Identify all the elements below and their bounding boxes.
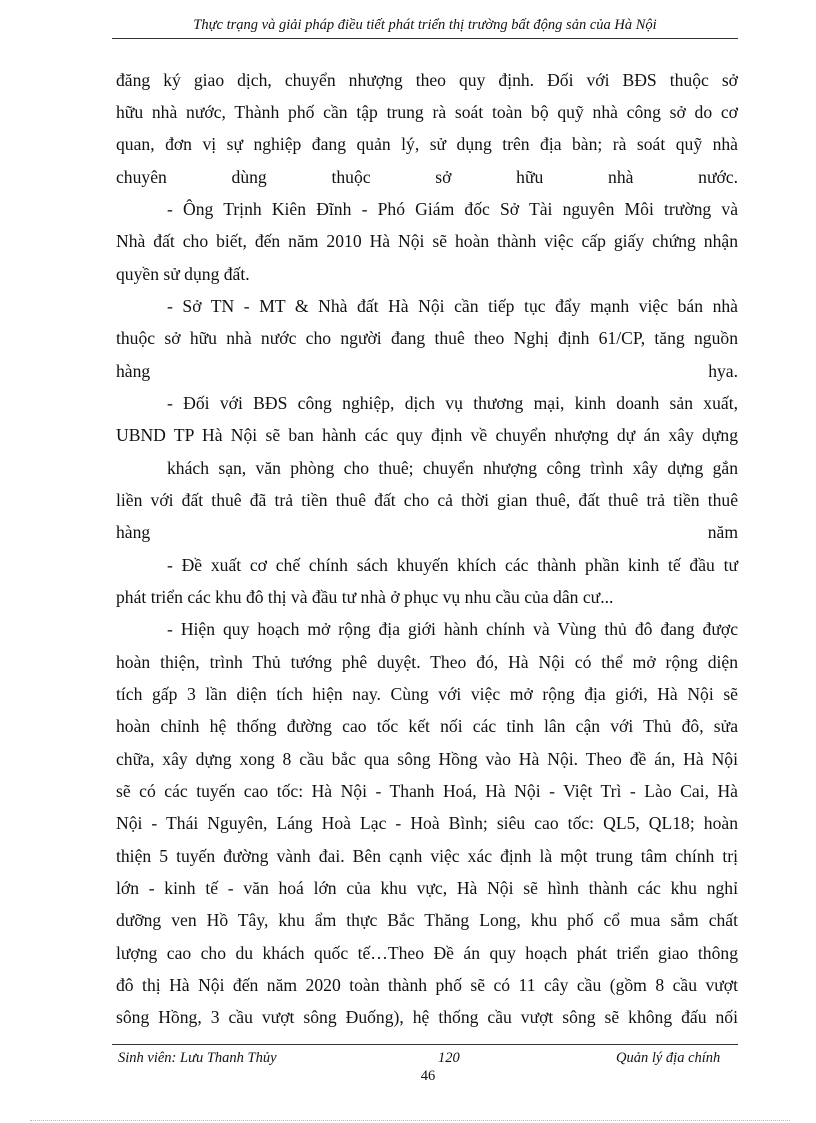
text-line: dưỡng ven Hồ Tây, khu ẩm thực Bắc Thăng Long, khu phố cổ mua sắm chất xyxy=(116,910,738,930)
text-line: chuyên dùng thuộc sở hữu nhà nước. xyxy=(116,167,738,187)
text-line: sông Hồng, 3 cầu vượt sông Đuống), hệ thống cầu vượt sông sẽ không đấu nối xyxy=(116,1007,738,1027)
text-line: Nhà đất cho biết, đến năm 2010 Hà Nội sẽ hoàn thành việc cấp giấy chứng nhận xyxy=(116,231,738,251)
text-line: hàng năm xyxy=(116,522,738,542)
footer-department: Quản lý địa chính xyxy=(616,1050,721,1066)
text-line: - Sở TN - MT & Nhà đất Hà Nội cần tiếp tục đẩy mạnh việc bán nhà xyxy=(167,296,738,316)
header-divider xyxy=(112,38,738,39)
page-number: 46 xyxy=(420,1068,436,1084)
text-line: quan, đơn vị sự nghiệp đang quản lý, sử dụng trên địa bàn; rà soát quỹ nhà xyxy=(116,134,738,154)
text-line: lượng cao cho du khách quốc tế…Theo Đề án quy hoạch phát triển giao thông xyxy=(116,943,738,963)
text-line: đô thị Hà Nội đến năm 2020 toàn thành phố sẽ có 11 cây cầu (gồm 8 cầu vượt xyxy=(116,975,738,995)
footer-number: 120 xyxy=(438,1050,460,1066)
text-line: khách sạn, văn phòng cho thuê; chuyển nhượng công trình xây dựng gắn xyxy=(167,458,738,478)
text-line: phát triển các khu đô thị và đầu tư nhà ở phục vụ nhu cầu của dân cư... xyxy=(116,587,614,607)
page-header-title: Thực trạng và giải pháp điều tiết phát triển thị trường bất động sản của Hà Nội xyxy=(193,17,657,33)
text-line: - Đề xuất cơ chế chính sách khuyến khích các thành phần kinh tế đầu tư xyxy=(167,555,738,575)
text-line: quyền sử dụng đất. xyxy=(116,264,250,284)
text-line: liền với đất thuê đã trả tiền thuê đất cho cả thời gian thuê, đất thuê trả tiền thuê xyxy=(116,490,738,510)
text-line: tích gấp 3 lần diện tích hiện nay. Cùng với việc mở rộng địa giới, Hà Nội sẽ xyxy=(116,684,738,704)
text-line: thiện 5 tuyến đường vành đai. Bên cạnh việc xác định là một trung tâm chính trị xyxy=(116,846,738,866)
text-line: - Đối với BĐS công nghiệp, dịch vụ thương mại, kinh doanh sản xuất, xyxy=(167,393,738,413)
text-line: - Hiện quy hoạch mở rộng địa giới hành chính và Vùng thủ đô đang được xyxy=(167,619,738,639)
text-line: chữa, xây dựng xong 8 cầu bắc qua sông Hồng vào Hà Nội. Theo đề án, Hà Nội xyxy=(116,749,738,769)
text-line: sẽ có các tuyến cao tốc: Hà Nội - Thanh Hoá, Hà Nội - Việt Trì - Lào Cai, Hà xyxy=(116,781,738,801)
text-line: đăng ký giao dịch, chuyển nhượng theo quy định. Đối với BĐS thuộc sở xyxy=(116,70,738,90)
text-line: - Ông Trịnh Kiên Đĩnh - Phó Giám đốc Sở Tài nguyên Môi trường và xyxy=(167,199,738,219)
footer-divider xyxy=(112,1044,738,1045)
text-line: thuộc sở hữu nhà nước cho người đang thuê theo Nghị định 61/CP, tăng nguồn xyxy=(116,328,738,348)
footer-student: Sinh viên: Lưu Thanh Thủy xyxy=(118,1050,277,1066)
text-line: hàng hya. xyxy=(116,361,738,381)
text-line: hoàn thiện, trình Thủ tướng phê duyệt. Theo đó, Hà Nội có thể mở rộng diện xyxy=(116,652,738,672)
page-bottom-border xyxy=(30,1120,790,1121)
text-line: Nội - Thái Nguyên, Láng Hoà Lạc - Hoà Bình; siêu cao tốc: QL5, QL18; hoàn xyxy=(116,813,738,833)
text-line: hoàn chỉnh hệ thống đường cao tốc kết nối các tỉnh lân cận với Thủ đô, sửa xyxy=(116,716,738,736)
text-line: lớn - kinh tế - văn hoá lớn của khu vực, Hà Nội sẽ hình thành các khu nghỉ xyxy=(116,878,738,898)
text-line: UBND TP Hà Nội sẽ ban hành các quy định về chuyển nhượng dự án xây dựng xyxy=(116,425,738,445)
text-line: hữu nhà nước, Thành phố cần tập trung rà soát toàn bộ quỹ nhà công sở do cơ xyxy=(116,102,738,122)
